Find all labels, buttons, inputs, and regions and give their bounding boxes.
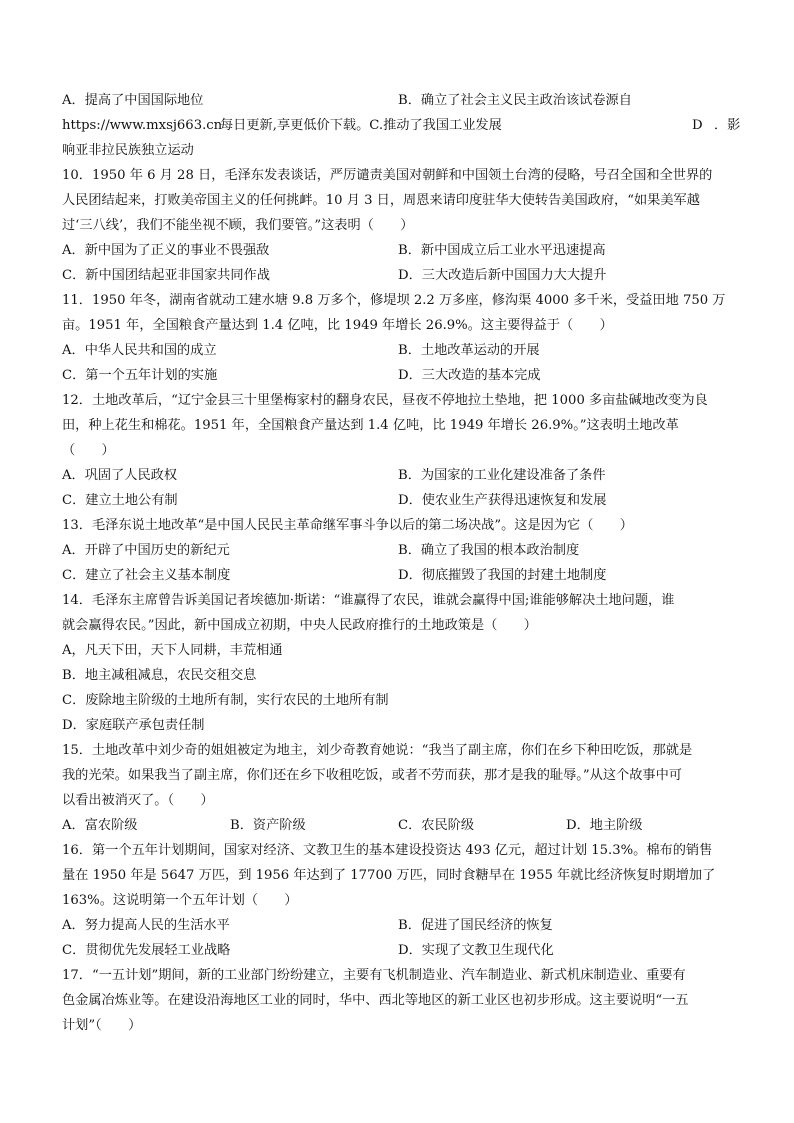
q14-stem-2: 就会赢得农民。”因此，新中国成立初期，中央人民政府推行的土地政策是（ ）: [62, 618, 537, 633]
option-b: B．地主减租减息，农民交租交息: [62, 668, 257, 683]
q17-stem-1: 17．“一五计划”期间，新的工业部门纷纷建立，主要有飞机制造业、汽车制造业、新式机床制造业、重要有: [62, 968, 686, 983]
option-a: A．富农阶级: [62, 818, 138, 833]
option-d: D．实现了文教卫生现代化: [398, 943, 554, 958]
option-d-start: ．影: [714, 118, 741, 133]
option-b: B．促进了国民经济的恢复: [398, 918, 553, 933]
q12-stem-2: 田，种上花生和棉花。1951 年，全国粮食产量达到 1.4 亿吨，比 1949 年增长 26.9%。”这表明土地改革: [62, 418, 679, 433]
q13-options-row-2: [62, 563, 742, 588]
q16-stem-2: 量在 1950 年是 5647 万匹，到 1956 年达到了 17700 万匹，同时食糖早在 1955 年就比经济恢复时期增加了: [62, 868, 716, 883]
option-c: C．建立了社会主义基本制度: [62, 568, 231, 583]
q12-stem-1: 12．土地改革后，“辽宁金县三十里堡梅家村的翻身农民，昼夜不停地拉土垫地，把 1000 多亩盐碱地改变为良: [62, 393, 708, 408]
q13-stem-1: 13．毛泽东说土地改革“是中国人民民主革命继军事斗争以后的第二场决战”。这是因为它（ ）: [62, 518, 633, 533]
q15-stem-2: 我的光荣。如果我当了副主席，你们还在乡下收租吃饭，或者不劳而获，那才是我的耻辱。”从这个故事中可: [62, 768, 682, 783]
q11-options-row-1: [62, 338, 742, 363]
q16-stem-3: 163%。这说明第一个五年计划（ ）: [62, 893, 298, 908]
q17-stem-3: 计划”（ ）: [62, 1018, 142, 1033]
q10-stem-3: 过‘三八线’，我们不能坐视不顾，我们要管。”这表明（ ）: [62, 218, 414, 233]
option-d-rest: 响亚非拉民族独立运动: [62, 143, 194, 158]
q15-stem-1: 15．土地改革中刘少奇的姐姐被定为地主，刘少奇教育她说：“我当了副主席，你们在乡下种田吃饭，那就是: [62, 743, 693, 758]
option-a: A．开辟了中国历史的新纪元: [62, 543, 230, 558]
q17-stem-2: 色金属冶炼业等。在建设沿海地区工业的同时，华中、西北等地区的新工业区也初步形成。这主要说明“一五: [62, 993, 689, 1008]
option-c: C．废除地主阶级的土地所有制，实行农民的土地所有制: [62, 693, 389, 708]
option-d: D．三大改造后新中国国力大大提升: [398, 268, 607, 283]
q11-stem-2: 亩。1951 年，全国粮食产量达到 1.4 亿吨，比 1949 年增长 26.9%。这主要得益于（ ）: [62, 318, 613, 333]
q13-options-row-1: [62, 538, 742, 563]
q9-options-row: [62, 88, 742, 113]
option-c: C．贯彻优先发展轻工业战略: [62, 943, 231, 958]
q16-options-row-1: [62, 913, 742, 938]
option-a: A．新中国为了正义的事业不畏强敌: [62, 243, 270, 258]
option-c: C．建立土地公有制: [62, 493, 178, 508]
q11-options-row-2: [62, 363, 742, 388]
option-a: A．中华人民共和国的成立: [62, 343, 217, 358]
q12-stem-3: （ ）: [62, 443, 115, 458]
option-a: A，凡天下田，天下人同耕，丰荒相通: [62, 643, 283, 658]
option-a: A．巩固了人民政权: [62, 468, 178, 483]
option-d: D．地主阶级: [566, 818, 643, 833]
q10-options-row-2: [62, 263, 742, 288]
exam-page: [62, 88, 742, 1038]
watermark-url: https://www.mxsj663.cn: [62, 118, 223, 133]
option-b: B．资产阶级: [230, 818, 306, 833]
q12-options-row-1: [62, 463, 742, 488]
option-b: B．新中国成立后工业水平迅速提高: [398, 243, 606, 258]
option-d-letter: D: [692, 118, 703, 133]
q16-options-row-2: [62, 938, 742, 963]
q10-options-row-1: [62, 238, 742, 263]
q11-stem-1: 11．1950 年冬，湖南省就动工建水塘 9.8 万多个，修堤坝 2.2 万多座，修沟渠 4000 多千米，受益田地 750 万: [62, 293, 726, 308]
option-d: D．使农业生产获得迅速恢复和发展: [398, 493, 607, 508]
option-b: B．土地改革运动的开展: [398, 343, 540, 358]
q16-stem-1: 16．第一个五年计划期间，国家对经济、文教卫生的基本建设投资达 493 亿元，超过计划 15.3%。棉布的销售: [62, 843, 713, 858]
option-d: D．家庭联产承包责任制: [62, 718, 205, 733]
option-a: A．提高了中国国际地位: [62, 93, 204, 108]
option-c: C．农民阶级: [398, 818, 475, 833]
option-b: B．确立了我国的根本政治制度: [398, 543, 580, 558]
option-c: C．第一个五年计划的实施: [62, 368, 218, 383]
option-a: A．努力提高人民的生活水平: [62, 918, 230, 933]
option-b: B．确立了社会主义民主政治该试卷源自: [398, 93, 632, 108]
q15-options-row: [62, 813, 742, 838]
option-b: B．为国家的工业化建设准备了条件: [398, 468, 606, 483]
option-d: D．彻底摧毁了我国的封建土地制度: [398, 568, 607, 583]
q15-stem-3: 以看出被消灭了。（ ）: [62, 793, 214, 808]
source-watermark-line: [62, 113, 742, 138]
q14-stem-1: 14．毛泽东主席曾告诉美国记者埃德加·斯诺：“谁赢得了农民，谁就会赢得中国;谁能够解决土地问题，谁: [62, 593, 675, 608]
option-c: C．新中国团结起亚非国家共同作战: [62, 268, 270, 283]
q10-stem-1: 10．1950 年 6 月 28 日，毛泽东发表谈话，严厉谴责美国对朝鲜和中国领土台湾的侵略，号召全国和全世界的: [62, 168, 713, 183]
option-d: D．三大改造的基本完成: [398, 368, 541, 383]
q10-stem-2: 人民团结起来，打败美帝国主义的任何挑衅。10 月 3 日，周恩来请印度驻华大使转告美国政府，“如果美军越: [62, 193, 700, 208]
q12-options-row-2: [62, 488, 742, 513]
watermark-text: 每日更新,享更低价下载。C.推动了我国工业发展: [220, 118, 502, 133]
